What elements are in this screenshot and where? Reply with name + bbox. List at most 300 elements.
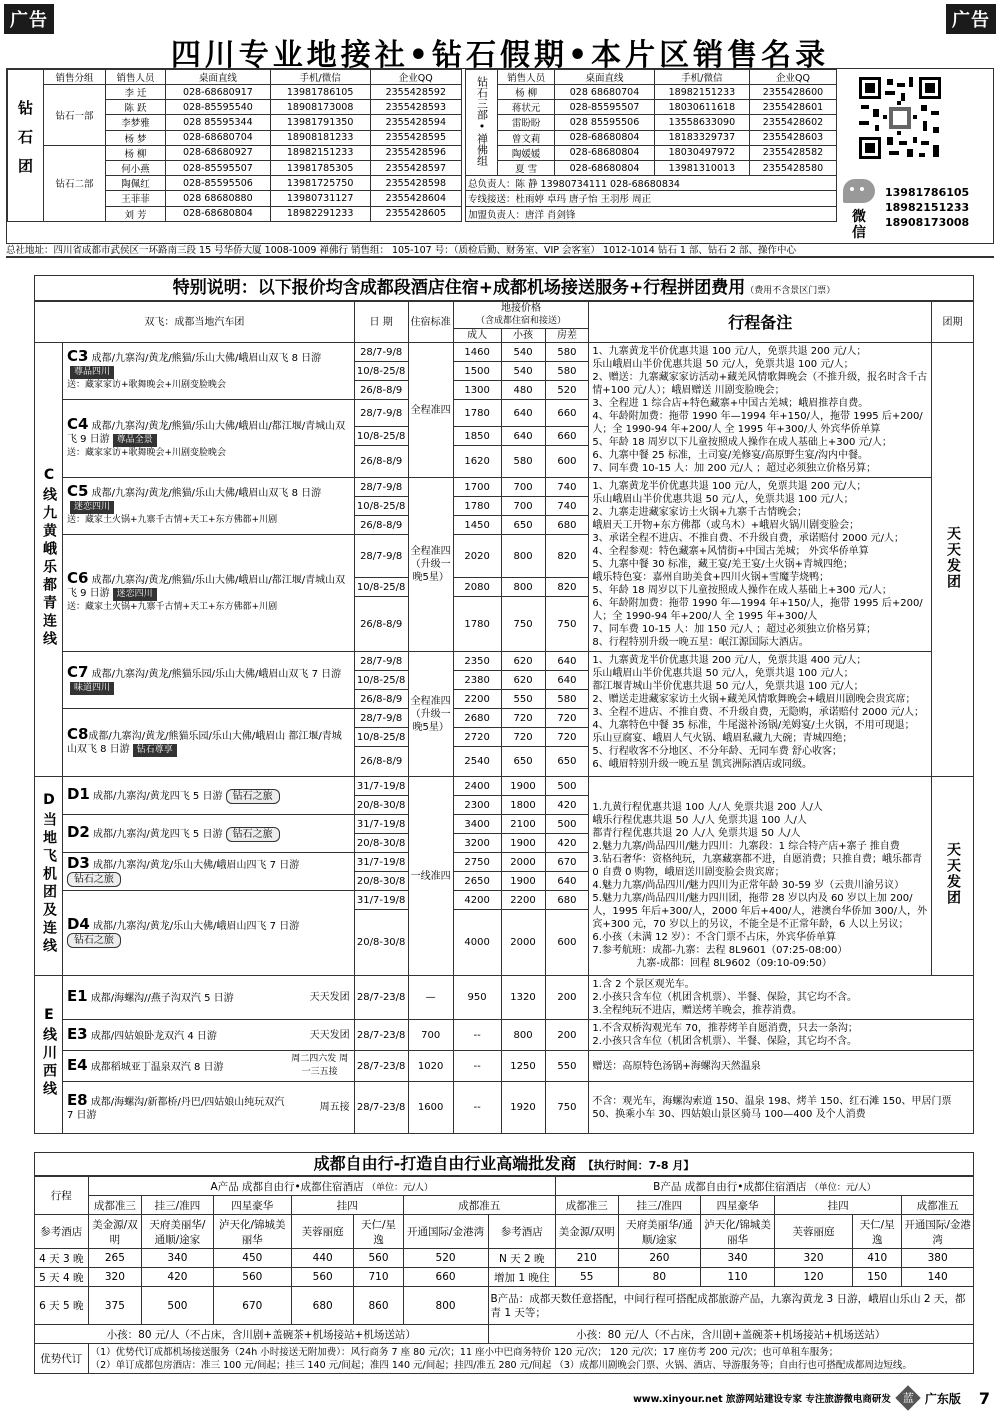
remark-line: 5、年龄 18 周岁以下儿童按照成人操作在成人基础上+300 元/人； <box>592 437 892 448</box>
price-adult: 2350 <box>453 652 501 671</box>
price-room: 500 <box>545 815 589 834</box>
price-date: 20/8-30/8 <box>354 910 408 976</box>
hdr-adult: 成人 <box>453 329 501 343</box>
remarks-c7c8 <box>589 652 932 777</box>
sales-phone: 028-68680704 <box>166 130 271 145</box>
remark-line: 7.参考航班：成都-九寨：去程 8L9601（07:25-08:00） <box>592 945 848 956</box>
sales-mobile: 18908181233 <box>270 130 370 145</box>
wechat-numbers <box>885 185 969 230</box>
hdr-remarks: 行程备注 <box>589 302 932 343</box>
free-price: 420 <box>142 1268 214 1287</box>
remark-line: 乐山峨眉山半价优惠共退 50 元/人，免票共退 100 元/人； <box>592 494 854 505</box>
price-date: 28/7-23/8 <box>354 1051 408 1082</box>
free-price: 680 <box>291 1287 354 1325</box>
price-adult: 1780 <box>453 400 501 427</box>
price-child: 720 <box>501 709 545 728</box>
remark-line: 1、九寨黄龙半价优惠共退 200 元/人，免票共退 400 元/人； <box>592 655 867 666</box>
remarks-e4 <box>589 1051 974 1082</box>
remark-line: 都青行程优惠共退 20 人/人 免票共退 50 人/人 <box>592 828 801 839</box>
sales-qq: 2355428595 <box>370 130 461 145</box>
route-badge: 尊品全景 <box>113 434 157 447</box>
remark-line: 5、行程收客不分地区、不分年龄、无同车费 舒心收客； <box>592 746 842 757</box>
ref-hotel: 天府美丽华/通顺/途家 <box>142 1215 214 1249</box>
sales-name: 杨 柳 <box>498 85 555 100</box>
price-child: 540 <box>501 362 545 381</box>
price-date: 26/8-8/9 <box>354 516 408 535</box>
price-child: 1900 <box>501 834 545 853</box>
remark-line: 2、赠送走进藏家家访土火锅+藏羌风情歌舞晚会+峨眉川剧晚会贵宾席； <box>592 694 916 705</box>
sales-phone: 028-85595540 <box>166 100 271 115</box>
price-child: 750 <box>501 597 545 652</box>
free-a-title: A产品 成都自由行•成都住宿酒店 <box>210 1180 364 1193</box>
sales-name: 杨 柳 <box>106 145 166 160</box>
free-price: 260 <box>618 1249 701 1268</box>
price-adult: 2300 <box>453 796 501 815</box>
remark-line: 2.小孩只含车位（机团含机票）、半餐、保险，其它均不含。 <box>592 1036 857 1047</box>
price-child: 2200 <box>501 891 545 910</box>
remark-line: 6、峨眉特别升级一晚五星 凯宾洲际酒店或同级。 <box>592 759 812 770</box>
route-c7 <box>62 652 354 709</box>
free-row-label: 4 天 3 晚 <box>35 1249 89 1268</box>
route-c8 <box>62 709 354 777</box>
sales-qq: 2355428604 <box>370 191 461 206</box>
remark-line: 3、全程不进店、不推自费、不升级自费，无隐购，承诺赔付 2000 元/人； <box>592 707 924 718</box>
sales-name: 刘 芳 <box>106 206 166 221</box>
sales-mobile: 13980731127 <box>270 191 370 206</box>
price-date: 28/7-9/8 <box>354 400 408 427</box>
price-date: 28/7-9/8 <box>354 652 408 671</box>
remark-line: 5、年龄 18 周岁以下儿童按照成人操作在成人基础上+300 元/人； <box>592 585 892 596</box>
route-code: D4 <box>66 915 90 933</box>
price-adult: 4200 <box>453 891 501 910</box>
route-name: 成都/九寨沟/黄龙/熊猫乐园/乐山大佛/峨眉山双飞 7 日游 <box>91 668 342 680</box>
price-date: 28/7-9/8 <box>354 343 408 362</box>
route-d2 <box>62 815 354 853</box>
price-date: 26/8-8/9 <box>354 446 408 478</box>
sales-qq: 2355428594 <box>370 115 461 130</box>
price-child: 640 <box>501 400 545 427</box>
free-price: 55 <box>555 1268 618 1287</box>
remark-line: 6.小孩（未满 12 岁）：不含门票不占床，外宾华侨单算 <box>592 932 837 943</box>
free-row-label: 6 天 5 晚 <box>35 1287 89 1325</box>
free-row-label: 5 天 4 晚 <box>35 1268 89 1287</box>
sales-group: 钻石二部 <box>44 145 106 221</box>
price-child: 650 <box>501 747 545 777</box>
level: 成都准三 <box>555 1196 618 1215</box>
free-unit: （单位：元/人） <box>809 1182 876 1193</box>
price-adult: 950 <box>453 976 501 1020</box>
price-room: 720 <box>545 709 589 728</box>
ref-hotel: 泸天化/锦城美丽华 <box>701 1215 775 1249</box>
level: 挂三/准四 <box>142 1196 214 1215</box>
route-gift: 送：藏家土火锅+九寨千古情+天工+东方佛都+川剧 <box>66 515 278 525</box>
remark-line: 5.魅力九寨/尚品四川/魅力四川团，拖带 28 岁以内及 60 岁以上加 200/人，1995 年后+300/人，2000 年后+400/人，港澳台华侨加 300/人，外宾+300 元，70 岁以上的另议，不能全是不正常年龄，6 人以上另议； <box>592 893 927 930</box>
level: 四星豪华 <box>213 1196 291 1215</box>
remark-line: 赠送：高原特色汤锅+海螺沟天然温泉 <box>592 1060 761 1072</box>
price-child: 700 <box>501 497 545 516</box>
remark-line: 峨眉天工开物+东方佛都（或乌木）+峨眉火锅川剧变脸会； <box>592 520 860 531</box>
remark-line: 2、九寨走进藏家家访土火锅+九寨千古情晚会； <box>592 507 808 518</box>
price-room: 640 <box>545 872 589 891</box>
route-d4 <box>62 891 354 976</box>
group-d <box>932 777 974 976</box>
col-header: 企业QQ <box>370 70 461 85</box>
free-price: 560 <box>291 1268 354 1287</box>
hotel-standard: 1600 <box>408 1082 453 1134</box>
price-adult: 2200 <box>453 690 501 709</box>
address-bar: 总社地址：四川省成都市武侯区一环路南三段 15 号华侨大厦 1008-1009 禅佛行 销售组： 105-107 号：（质检后勤、财务室、VIP 会客室） 1012-1014 钻石 1 部、钻石 2 部、操作中心 <box>6 244 994 258</box>
route-name: 成都/九寨沟/黄龙四飞 5 日游 <box>93 790 223 802</box>
remarks-c3c4 <box>589 343 932 478</box>
route-name: 成都/九寨沟/黄龙/熊猫/乐山大佛/峨眉山/都江堰/青城山双飞 9 日游 <box>66 575 346 599</box>
remark-line: 4.魅力九寨/尚品四川/魅力四川为正常年龄 30-59 岁（云贵川渝另议） <box>592 880 905 891</box>
price-date: 31/7-19/8 <box>354 853 408 872</box>
price-child: 2000 <box>501 853 545 872</box>
sales-mobile: 13981785305 <box>270 160 370 175</box>
free-price: 380 <box>902 1249 974 1268</box>
remark-line: 6、九寨中餐 25 标准，土司宴/羌修宴/高原野生宴/沟内中餐。 <box>592 450 868 461</box>
remark-line: 1.九黄行程优惠共退 100 人/人 免票共退 200 人/人 <box>592 802 823 813</box>
price-adult: 2080 <box>453 578 501 597</box>
price-child: 2000 <box>501 910 545 976</box>
remark-line: 乐山峨眉山半价优惠共退 50 元/人，免票共退 100 元/人； <box>592 359 854 370</box>
sales-mobile: 18908173008 <box>270 100 370 115</box>
price-room: 720 <box>545 728 589 747</box>
sales-name: 李梦雅 <box>106 115 166 130</box>
wechat-number: 13981786105 <box>885 186 970 199</box>
sales-phone: 028-68680804 <box>555 145 655 160</box>
remarks-e3 <box>589 1020 974 1051</box>
sales-phone: 028 85595344 <box>166 115 271 130</box>
sales-qq: 2355428601 <box>749 100 836 115</box>
price-child: 800 <box>501 1020 545 1051</box>
price-adult: 2680 <box>453 709 501 728</box>
price-room: 740 <box>545 478 589 497</box>
route-e3 <box>62 1020 354 1051</box>
route-code: C8 <box>66 725 89 743</box>
price-date: 31/7-19/8 <box>354 891 408 910</box>
free-price: 265 <box>88 1249 142 1268</box>
price-adult: 1850 <box>453 427 501 446</box>
route-c4 <box>62 400 354 478</box>
route-badge: 钻石尊享 <box>133 744 177 757</box>
price-adult: 1780 <box>453 497 501 516</box>
route-days: 周二四六发 周一三五接 <box>291 1054 349 1077</box>
route-badge: 钻石之旅 <box>67 933 121 948</box>
free-price: 560 <box>213 1268 291 1287</box>
footer-logo-icon <box>895 1385 920 1410</box>
adv-line: （2）单订成都包房酒店：准三 100 元/间起；挂三 140 元/间起；准四 140 元/间起；挂四/准五 280 元/间起 （3）成都川剧晚会门票、火锅、酒店、导游服务等；自由行也可搭配成都周边短线。 <box>90 1359 912 1371</box>
remark-line: 3.全程纯玩不进店，赠送烤羊晚会，推荐消费。 <box>592 1005 802 1016</box>
hdr-price-label: 地接价格 <box>501 303 542 314</box>
remark-line: 3、全程进 1 综合店+特色藏寨+中国古羌城；峨眉推荐自费。 <box>592 398 869 409</box>
route-gift: 送：藏家土火锅+九寨千古情+天工+东方佛都+川剧 <box>66 602 278 612</box>
route-code: C6 <box>66 569 89 587</box>
price-date: 28/7-9/8 <box>354 478 408 497</box>
col-header: 企业QQ <box>749 70 836 85</box>
sales-mobile: 13981725750 <box>270 176 370 191</box>
route-c6 <box>62 535 354 652</box>
route-name: 成都/九寨沟/黄龙四飞 5 日游 <box>93 828 223 840</box>
sales-franchise: 加盟负责人：唐洋 肖剑锋 <box>466 206 837 221</box>
route-e1 <box>62 976 354 1020</box>
remark-line: 7、同车费 10-15 人：加 150 元/人 ；超过必须独立价格另算； <box>592 624 877 635</box>
price-date: 20/8-30/8 <box>354 796 408 815</box>
free-row-label: N 天 2 晚 <box>488 1249 555 1268</box>
hdr-route: 双飞：成都当地汽车团 <box>35 302 355 343</box>
free-b-kid: 小孩：80 元/人（不占床，含川剧+盖碗茶+机场接站+机场送站） <box>488 1325 973 1344</box>
sales-qq: 2355428582 <box>749 145 836 160</box>
group-days: 天天发团 <box>945 842 962 906</box>
route-code: D2 <box>66 822 90 841</box>
route-code: D1 <box>66 784 90 803</box>
price-adult: 1780 <box>453 597 501 652</box>
route-code: C5 <box>66 482 89 500</box>
price-adult: 1300 <box>453 381 501 400</box>
free-price: 560 <box>354 1249 403 1268</box>
ref-hotel: 美金源/双明 <box>555 1215 618 1249</box>
route-c3 <box>62 343 354 400</box>
route-badge: 迷恋四川 <box>70 501 114 514</box>
route-gift: 送：藏家家访+歌舞晚会+川剧变脸晚会 <box>66 380 227 390</box>
price-adult: 3400 <box>453 815 501 834</box>
price-date: 10/8-25/8 <box>354 497 408 516</box>
sales-mobile: 18183329737 <box>654 130 749 145</box>
sales-mobile: 13981791350 <box>270 115 370 130</box>
route-badge: 迷恋四川 <box>113 588 157 601</box>
qr-code <box>857 75 943 161</box>
level: 挂四 <box>774 1196 901 1215</box>
sales-mobile: 18982291233 <box>270 206 370 221</box>
price-adult: 4000 <box>453 910 501 976</box>
hotel-standard: 700 <box>408 1020 453 1051</box>
remark-line: 4、九寨特色中餐 35 标准，牛尾滋补汤锅/羌姆宴/土火锅，不用可现退； <box>592 720 915 731</box>
adv-label: 优势代订 <box>35 1344 89 1374</box>
sales-mobile: 13558633090 <box>654 115 749 130</box>
level: 成都准五 <box>403 1196 555 1215</box>
price-room: 420 <box>545 834 589 853</box>
remark-line: 峨乐行程优惠共退 50 人/人 免票共退 100 人/人 <box>592 815 807 826</box>
ref-label: 参考酒店 <box>35 1215 89 1249</box>
price-room: 580 <box>545 362 589 381</box>
col-header: 手机/微信 <box>270 70 370 85</box>
price-room: 600 <box>545 910 589 976</box>
route-name: 成都/海螺沟/新都桥/丹巴/四姑娘山纯玩双汽 7 日游 <box>66 1096 285 1121</box>
main-table-wrap <box>34 301 974 1134</box>
price-date: 10/8-25/8 <box>354 427 408 446</box>
hdr-price <box>453 302 589 329</box>
free-price: 660 <box>403 1268 488 1287</box>
price-room: 640 <box>545 652 589 671</box>
remark-line: 2、赠送：九寨藏家家访活动+藏羌风情歌舞晚会（不推升级，报名时含千古情+100 元/人）；峨眉赠送 川剧变脸晚会； <box>592 372 928 396</box>
ref-hotel: 天府美丽华/通顺/途家 <box>618 1215 701 1249</box>
price-adult: -- <box>453 1020 501 1051</box>
hotel-standard: 全程准四 <box>408 343 453 478</box>
page-number: 7 <box>978 1388 990 1408</box>
free-b-note: B产品：成都天数任意搭配，中间行程可搭配成都旅游产品，九寨沟黄龙 3 日游，峨眉山乐山 2 天，都青 1 天等； <box>488 1287 973 1325</box>
sales-name: 杨 梦 <box>106 130 166 145</box>
sales-phone: 028-68680927 <box>166 145 271 160</box>
remark-line: 3、承诺全程不进店、不推自费、不升级自费，承诺赔付 2000 元/人； <box>592 533 904 544</box>
sales-name: 王菲菲 <box>106 191 166 206</box>
wechat-block <box>839 179 879 239</box>
price-child: 700 <box>501 478 545 497</box>
free-table <box>34 1176 974 1374</box>
sales-name: 雷盼盼 <box>498 115 555 130</box>
sales-mobile: 13981310013 <box>654 160 749 175</box>
price-date: 26/8-8/9 <box>354 747 408 777</box>
price-room: 580 <box>545 690 589 709</box>
route-code: E1 <box>66 987 88 1005</box>
price-date: 10/8-25/8 <box>354 671 408 690</box>
remark-line: 2.小孩只含车位（机团含机票）、半餐、保险，其它均不含。 <box>592 992 857 1003</box>
group-days: 天天发团 <box>945 525 962 590</box>
free-price: 340 <box>142 1249 214 1268</box>
col-header: 销售人员 <box>106 70 166 85</box>
sales-qq: 2355428605 <box>370 206 461 221</box>
route-name: 成都/九寨沟/黄龙/乐山大佛/峨眉山四飞 7 日游 <box>93 921 300 932</box>
group-c <box>932 343 974 777</box>
price-adult: 1460 <box>453 343 501 362</box>
sales-table-right <box>465 69 837 222</box>
price-adult: 1450 <box>453 516 501 535</box>
price-child: 1800 <box>501 796 545 815</box>
sales-mobile: 18982151233 <box>654 85 749 100</box>
route-code: E4 <box>66 1055 88 1074</box>
price-child: 800 <box>501 578 545 597</box>
free-row-label: 增加 1 晚住 <box>488 1268 555 1287</box>
col-header: 桌面直线 <box>555 70 655 85</box>
free-exec: 【执行时间：7-8 月】 <box>582 1159 695 1172</box>
ref-hotel: 泸天化/锦城美丽华 <box>213 1215 291 1249</box>
price-date: 28/7-23/8 <box>354 1020 408 1051</box>
price-room: 660 <box>545 400 589 427</box>
price-room: 820 <box>545 578 589 597</box>
price-date: 10/8-25/8 <box>354 578 408 597</box>
page-title: 四川专业地接社•钻石假期•本片区销售名录 <box>170 38 830 73</box>
remark-line: 5、九寨中餐 30 标准，藏王宴/羌王宴/土火锅+青城四绝； <box>592 559 853 570</box>
level: 挂三/准四 <box>618 1196 701 1215</box>
price-date: 31/7-19/8 <box>354 815 408 834</box>
price-date: 26/8-8/9 <box>354 690 408 709</box>
remark-line: 2.魅力九寨/尚品四川/魅力四川：九寨段：1 综合特产店+寨子 推自费 <box>592 841 900 852</box>
free-route-label: 行程 <box>35 1177 89 1215</box>
remark-line: 不含：观光车，海螺沟索道 150、温泉 198、烤羊 150、红石滩 150、甲居门票 50、换乘小车 30、四姑娘山景区骑马 100—400 及个人消费 <box>592 1095 952 1120</box>
price-room: 600 <box>545 446 589 478</box>
route-badge: 钻石之旅 <box>226 789 280 804</box>
free-price: 670 <box>213 1287 291 1325</box>
price-room: 200 <box>545 1020 589 1051</box>
price-room: 200 <box>545 976 589 1020</box>
price-child: 1320 <box>501 976 545 1020</box>
route-d3 <box>62 853 354 891</box>
price-child: 580 <box>501 446 545 478</box>
remarks-d <box>589 777 932 976</box>
price-date: 10/8-25/8 <box>354 728 408 747</box>
hdr-hotel: 住宿标准 <box>408 302 453 343</box>
hdr-child: 小孩 <box>501 329 545 343</box>
hotel-standard: 全程准四（升级一晚5星） <box>408 652 453 777</box>
ad-tag-right: 广告 <box>946 4 996 34</box>
price-room: 750 <box>545 597 589 652</box>
sales-table-left <box>7 69 462 222</box>
sales-qq: 2355428598 <box>370 176 461 191</box>
footer-logo-text: 蓝 <box>902 1391 914 1404</box>
route-badge: 钻石之旅 <box>67 872 121 887</box>
sales-mobile: 18982151233 <box>270 145 370 160</box>
sales-phone: 028 85595506 <box>555 115 655 130</box>
remark-line: 1.含 2 个景区观光车。 <box>592 979 695 990</box>
price-adult: -- <box>453 1051 501 1082</box>
sales-name: 蒋状元 <box>498 100 555 115</box>
price-date: 28/7-9/8 <box>354 709 408 728</box>
wechat-label: 微信 <box>852 209 866 241</box>
remarks-e1 <box>589 976 974 1020</box>
level: 成都准五 <box>902 1196 974 1215</box>
footer <box>560 1388 990 1408</box>
price-room: 520 <box>545 381 589 400</box>
footer-edition: 广东版 <box>924 1391 961 1406</box>
route-name: 成都/四姑娘卧龙双汽 4 日游 <box>90 1030 217 1042</box>
route-days: 周五接 <box>319 1102 350 1113</box>
price-child: 1900 <box>501 777 545 796</box>
ref-hotel: 天仁/星逸 <box>354 1215 403 1249</box>
sales-phone: 028-68680804 <box>166 206 271 221</box>
free-price: 120 <box>774 1268 852 1287</box>
sales-name: 曾文莉 <box>498 130 555 145</box>
notice-text: 特别说明：以下报价均含成都段酒店住宿+成都机场接送服务+行程拼团费用 <box>172 278 746 298</box>
section-c-label: C线九黄峨乐都青连线 <box>40 466 57 649</box>
price-date: 10/8-25/8 <box>354 362 408 381</box>
remarks-c5c6 <box>589 478 932 652</box>
adv-line: （1）优势代订成都机场接送服务（24h 小时接送无附加费）：风行商务 7 座 80 元/次；11 座小中巴商务特价 120 元/次； 120 元/次；17 座仿考 200 元/次；也可单租车服务； <box>90 1346 839 1358</box>
route-code: C3 <box>66 347 89 365</box>
price-child: 800 <box>501 535 545 578</box>
col-header: 销售人员 <box>498 70 555 85</box>
price-room: 740 <box>545 497 589 516</box>
route-days: 天天发团 <box>309 1029 350 1041</box>
remarks-e8 <box>589 1082 974 1134</box>
free-price: 520 <box>403 1249 488 1268</box>
price-room: 550 <box>545 1051 589 1082</box>
sales-name: 何小燕 <box>106 160 166 175</box>
price-adult: -- <box>453 1082 501 1134</box>
route-code: D3 <box>66 853 90 872</box>
section-e <box>35 976 63 1134</box>
price-child: 720 <box>501 728 545 747</box>
route-e4 <box>62 1051 354 1082</box>
price-room: 670 <box>545 853 589 872</box>
remark-line: 都江堰青城山半价优惠共退 50 元/人，免票共退 100 元/人； <box>592 681 864 692</box>
sales-qq: 2355428597 <box>370 160 461 175</box>
free-price: 410 <box>853 1249 902 1268</box>
price-date: 28/7-23/8 <box>354 976 408 1020</box>
price-room: 750 <box>545 1082 589 1134</box>
price-date: 31/7-19/8 <box>354 777 408 796</box>
free-b-title: B产品 成都自由行•成都住宿酒店 <box>653 1180 807 1193</box>
wechat-number: 18982151233 <box>885 201 970 214</box>
notice-bar <box>34 275 974 301</box>
route-badge: 钻石之旅 <box>226 827 280 842</box>
hdr-room: 房差 <box>545 329 589 343</box>
section-c <box>35 343 63 777</box>
price-child: 1900 <box>501 872 545 891</box>
price-child: 1920 <box>501 1082 545 1134</box>
sales-qq: 2355428603 <box>749 130 836 145</box>
price-room: 680 <box>545 516 589 535</box>
free-price: 500 <box>142 1287 214 1325</box>
price-room: 640 <box>545 671 589 690</box>
